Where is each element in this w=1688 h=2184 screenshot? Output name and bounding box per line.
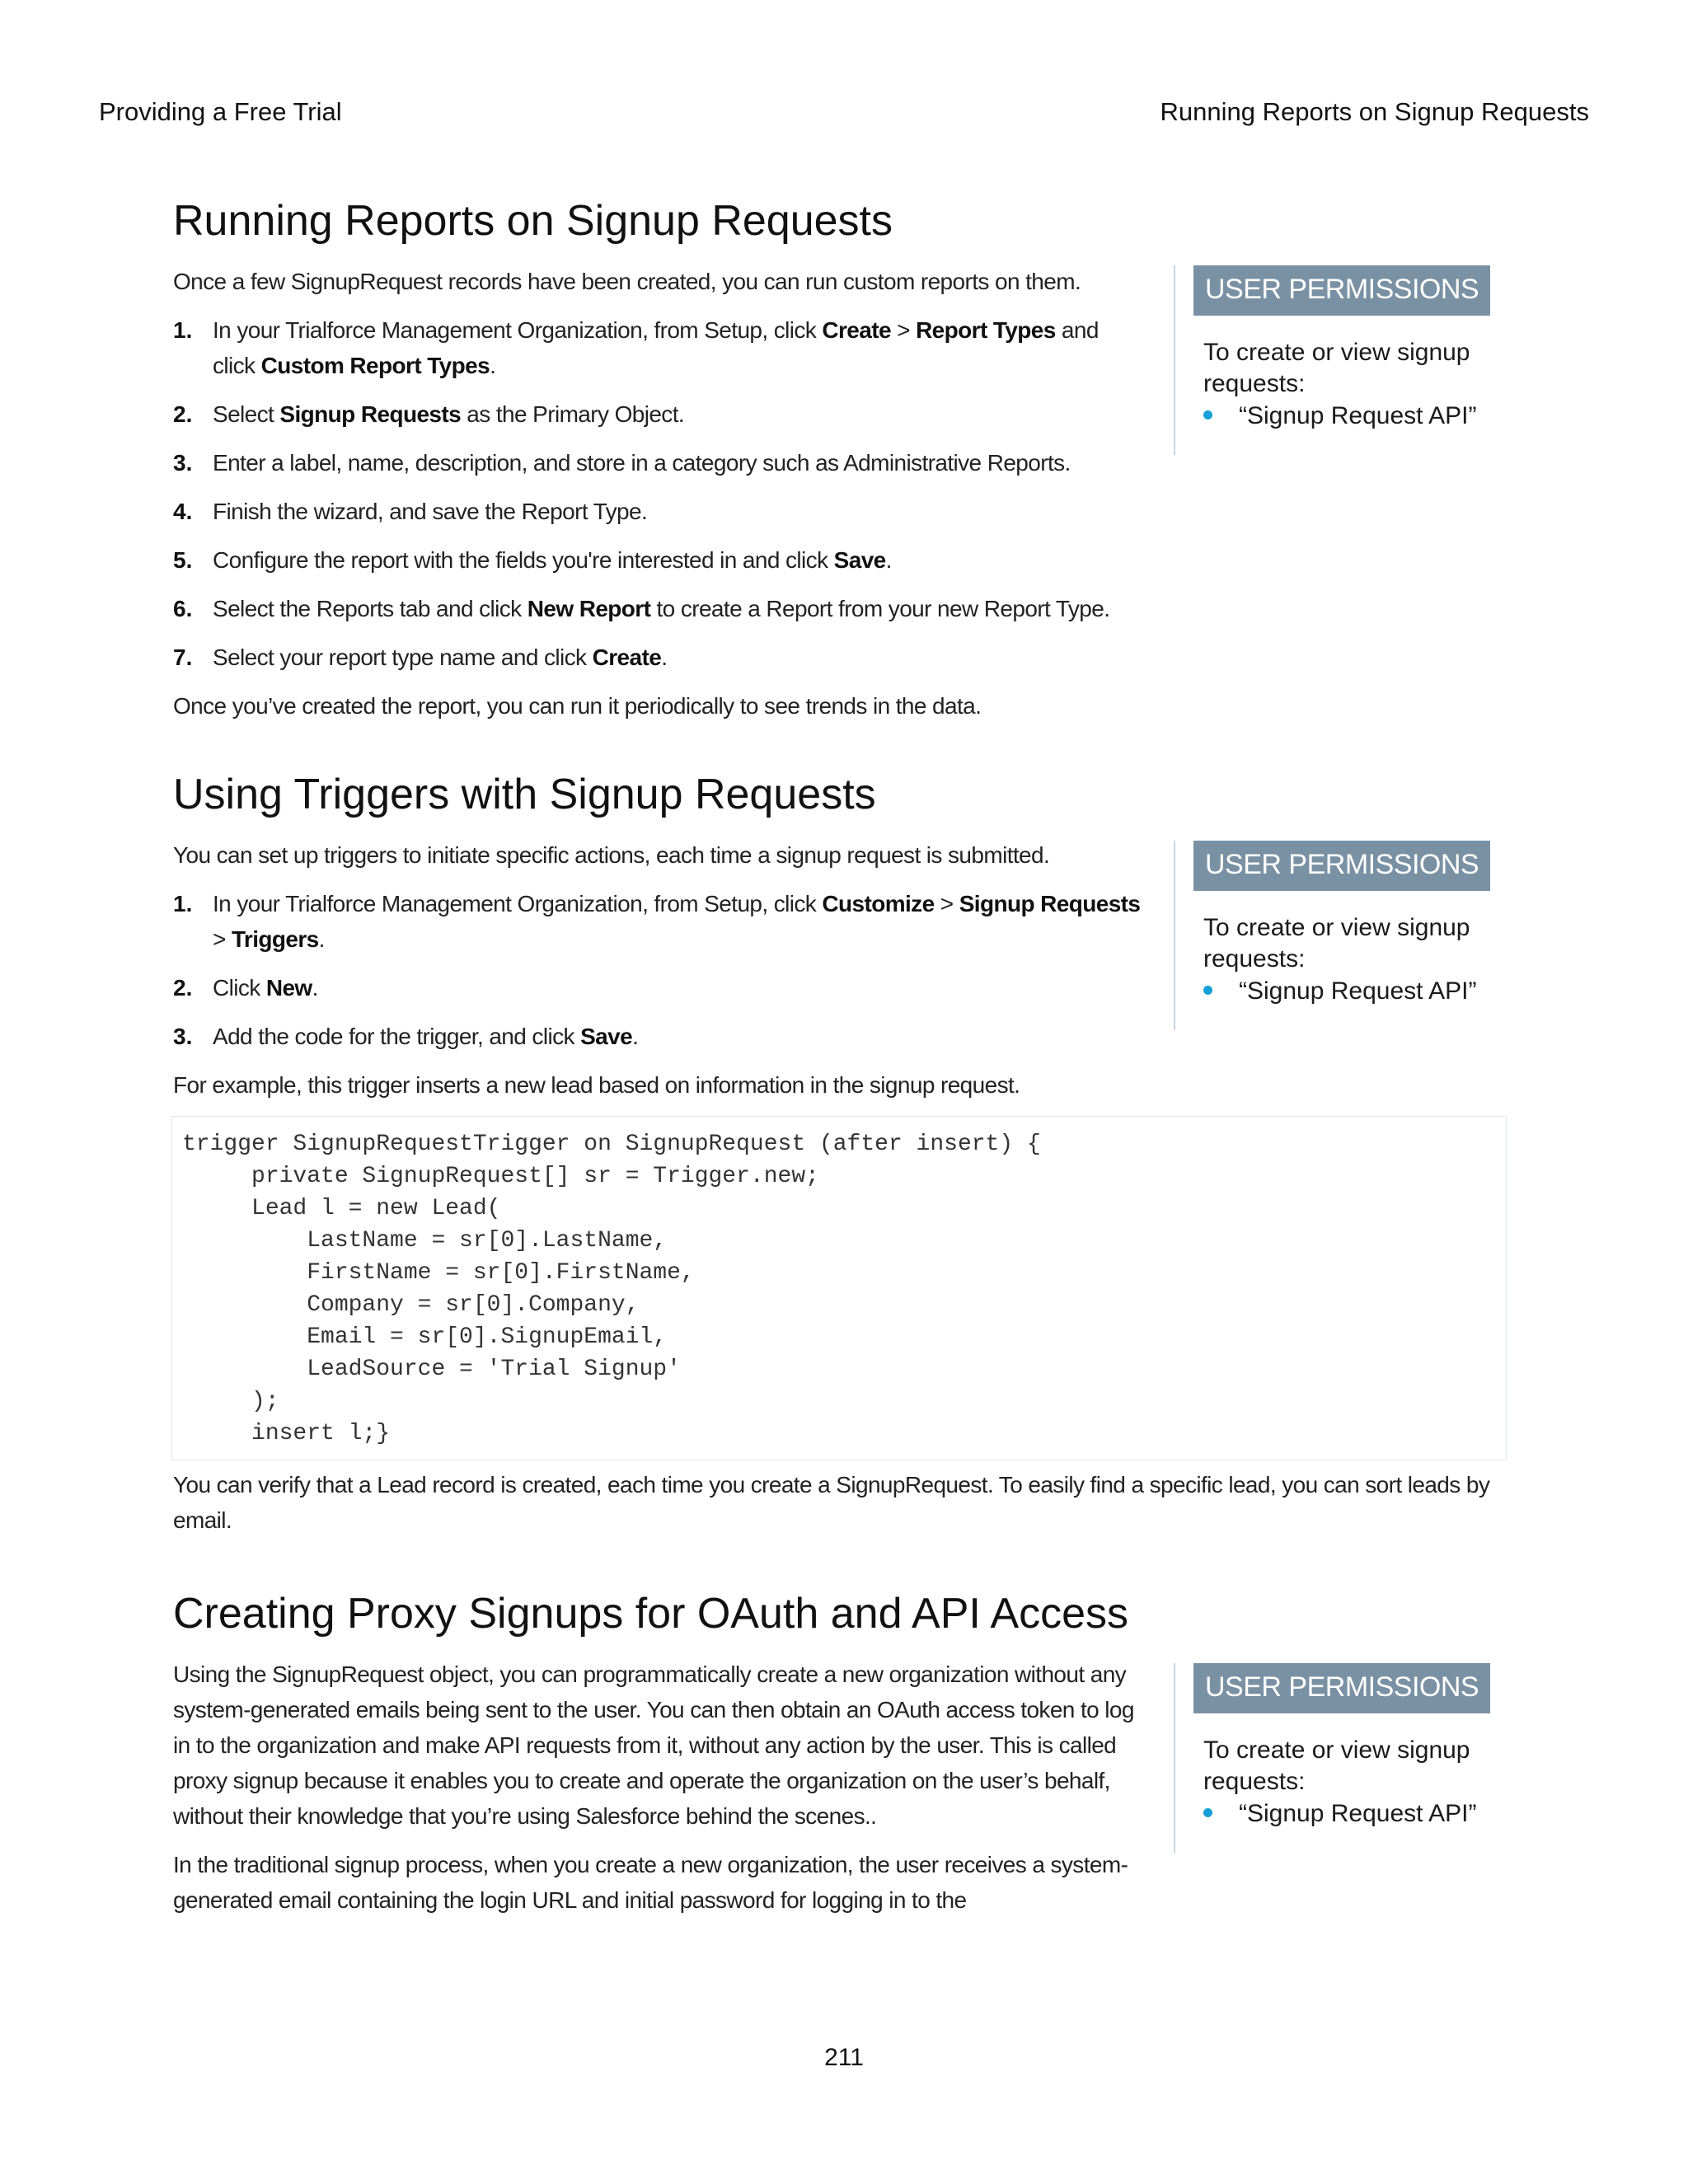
step-text: > [890, 317, 917, 343]
step-item [173, 640, 1146, 675]
steps-list [173, 312, 1146, 675]
user-permissions-box [1174, 1663, 1507, 1853]
ui-label: Save [833, 547, 886, 573]
ui-label: Save [580, 1024, 633, 1049]
step-text: Select [213, 401, 280, 427]
permission-label: “Signup Request API” [1239, 1800, 1477, 1827]
user-permissions-text: To create or view signup requests: [1203, 339, 1470, 397]
bullet-icon [1203, 986, 1212, 995]
page-number: 211 [824, 2044, 864, 2071]
user-permissions-badge: USER PERMISSIONS [1193, 841, 1490, 891]
step-number: 2. [173, 975, 193, 1001]
section-intro: Once a few SignupRequest records have been created, you can run custom reports on them. [173, 269, 1081, 294]
step-item [173, 542, 1146, 578]
code-line: LastName = sr[0].LastName, [182, 1228, 668, 1254]
code-line: insert l;} [182, 1421, 391, 1446]
ui-label: Triggers [231, 926, 319, 952]
example-intro: For example, this trigger inserts a new lead based on information in the signup request. [173, 1072, 1020, 1098]
step-number: 7. [173, 644, 193, 670]
ui-label: Signup Requests [959, 891, 1141, 916]
running-header-right: Running Reports on Signup Requests [1160, 97, 1589, 126]
user-permissions-box [1174, 265, 1507, 455]
step-item [173, 445, 1146, 480]
running-header-left: Providing a Free Trial [99, 97, 342, 126]
step-item [173, 970, 1146, 1005]
code-block [171, 1116, 1507, 1460]
ui-label: Report Types [916, 317, 1056, 343]
bullet-icon [1203, 1808, 1212, 1817]
step-text: . [490, 353, 496, 378]
section-intro: You can set up triggers to initiate specific actions, each time a signup request is submitted. [173, 842, 1050, 868]
step-item [173, 1019, 1146, 1054]
ui-label: Create [822, 317, 891, 343]
step-item [173, 886, 1146, 957]
code-line: Email = sr[0].SignupEmail, [182, 1324, 668, 1350]
step-number: 5. [173, 547, 193, 573]
step-number: 1. [173, 891, 193, 916]
step-item [173, 396, 1146, 432]
bullet-icon [1203, 410, 1212, 419]
section-outro-block [173, 1467, 1508, 1538]
permission-label: “Signup Request API” [1239, 402, 1477, 429]
step-number: 4. [173, 499, 193, 524]
permission-label: “Signup Request API” [1239, 977, 1477, 1005]
section-body-proxy-signups [173, 1657, 1154, 1918]
code-line: FirstName = sr[0].FirstName, [182, 1260, 695, 1286]
step-text: Finish the wizard, and save the Report Type. [213, 499, 648, 524]
ui-label: Custom Report Types [260, 353, 490, 378]
section-body-running-reports [173, 264, 1146, 724]
step-item [173, 312, 1146, 383]
step-text: . [885, 547, 892, 573]
user-permissions-item [1193, 1797, 1507, 1830]
step-text: Enter a label, name, description, and store in a category such as Administrative Reports. [213, 450, 1071, 476]
section-body-using-triggers [173, 837, 1146, 1103]
step-text: In your Trialforce Management Organization, from Setup, click [213, 317, 823, 343]
step-text: Add the code for the trigger, and click [213, 1024, 581, 1049]
step-number: 1. [173, 317, 193, 343]
step-text: to create a Report from your new Report Type. [650, 596, 1110, 621]
step-text: . [632, 1024, 639, 1049]
user-permissions-item [1193, 400, 1507, 433]
code-line: Company = sr[0].Company, [182, 1292, 640, 1318]
section-outro: Once you’ve created the report, you can run it periodically to see trends in the data. [173, 693, 982, 719]
code-line: trigger SignupRequestTrigger on SignupRequest (after insert) { [182, 1132, 1041, 1157]
step-number: 2. [173, 401, 193, 427]
user-permissions-badge: USER PERMISSIONS [1193, 1663, 1490, 1713]
step-text: > [934, 891, 959, 916]
step-number: 6. [173, 596, 193, 621]
step-text: . [661, 644, 668, 670]
paragraph: Using the SignupRequest object, you can programmatically create a new organization without any system-generated emails being sent to the user. You can then obtain an OAuth access token to log in to the organization and make API requests from it, without any action by the user. This is called proxy signup because it enables you to create and operate the organization on the user’s behalf, without their knowledge that you’re using Salesforce behind the scenes.. [173, 1661, 1134, 1829]
user-permissions-box [1174, 841, 1507, 1030]
step-item [173, 494, 1146, 529]
step-text: . [318, 926, 325, 952]
step-text: Select the Reports tab and click [213, 596, 528, 621]
ui-label: Signup Requests [279, 401, 462, 427]
ui-label: Customize [822, 891, 935, 916]
step-text: > [213, 926, 232, 952]
step-text: and click [213, 317, 1099, 378]
ui-label: New [265, 975, 312, 1001]
ui-label: Create [592, 644, 662, 670]
step-number: 3. [173, 450, 193, 476]
step-text: In your Trialforce Management Organization, from Setup, click [213, 891, 823, 916]
code-line: Lead l = new Lead( [182, 1196, 501, 1221]
code-line: ); [182, 1389, 279, 1414]
step-text: as the Primary Object. [461, 401, 685, 427]
user-permissions-text: To create or view signup requests: [1203, 1736, 1470, 1795]
step-text: . [312, 975, 318, 1001]
step-text: Click [213, 975, 266, 1001]
section-title-proxy-signups: Creating Proxy Signups for OAuth and API Access [173, 1590, 1129, 1638]
user-permissions-badge: USER PERMISSIONS [1193, 265, 1490, 316]
user-permissions-text: To create or view signup requests: [1203, 914, 1470, 972]
code-line: private SignupRequest[] sr = Trigger.new; [182, 1164, 819, 1189]
step-text: Select your report type name and click [213, 644, 593, 670]
section-outro: You can verify that a Lead record is created, each time you create a SignupRequest. To easily find a specific lead, you can sort leads by email. [173, 1472, 1490, 1533]
section-title-using-triggers: Using Triggers with Signup Requests [173, 771, 876, 818]
step-item [173, 591, 1146, 626]
ui-label: New Report [527, 596, 651, 621]
steps-list [173, 886, 1146, 1054]
step-text: Configure the report with the fields you're interested in and click [213, 547, 834, 573]
step-number: 3. [173, 1024, 193, 1049]
code-line: LeadSource = 'Trial Signup' [182, 1357, 681, 1382]
user-permissions-item [1193, 975, 1507, 1008]
paragraph: In the traditional signup process, when you create a new organization, the user receives a system-generated email containing the login URL and initial password for logging in to the [173, 1852, 1128, 1913]
section-title-running-reports: Running Reports on Signup Requests [173, 197, 893, 245]
